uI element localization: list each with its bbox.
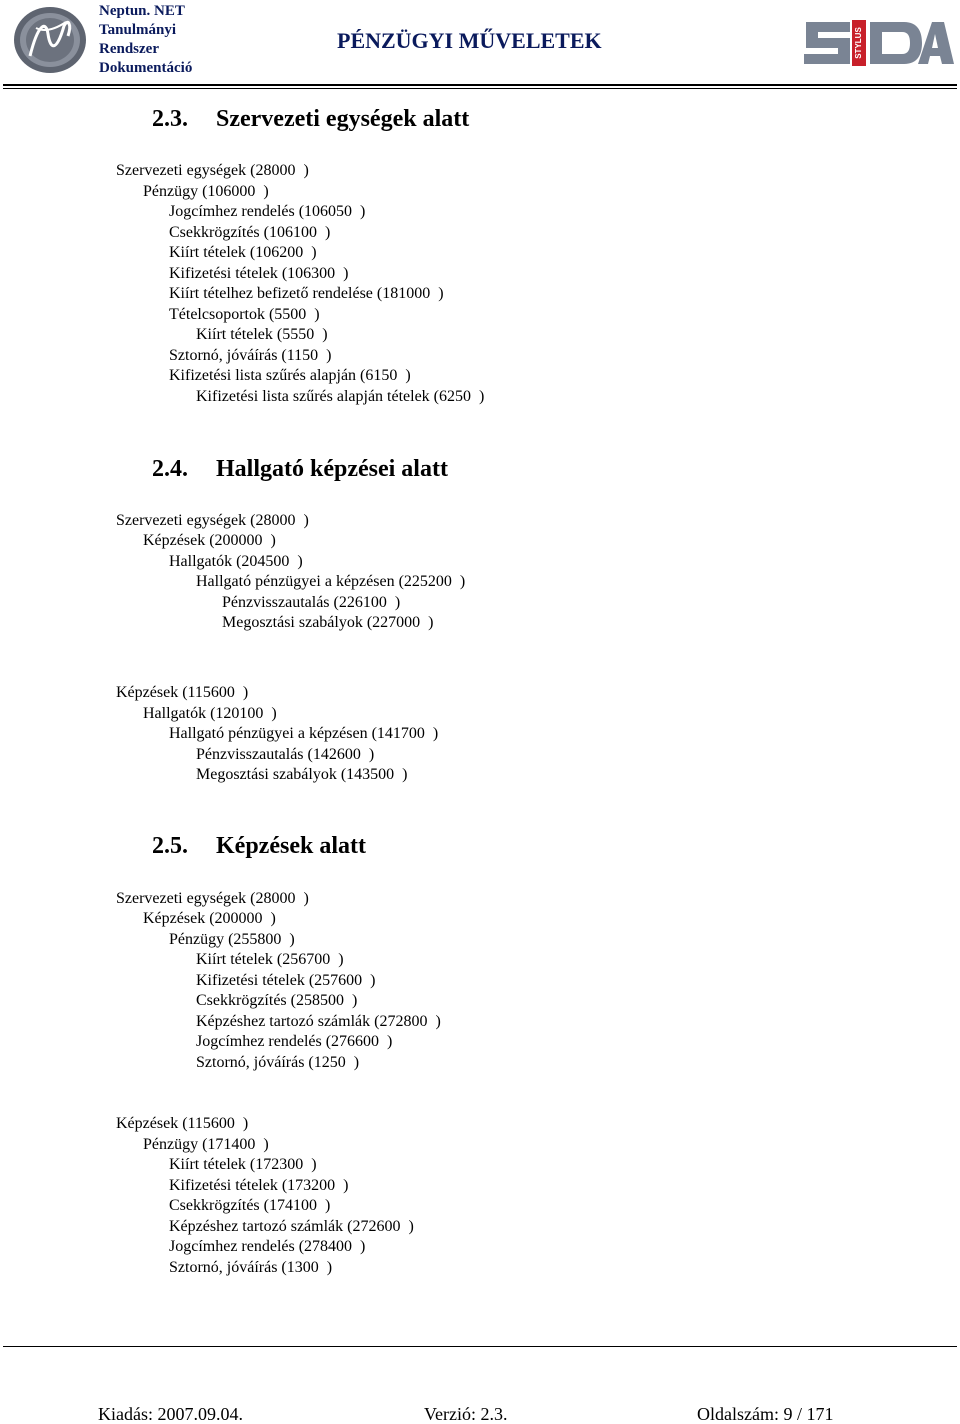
tree-item: Képzéshez tartozó számlák (272800 ) [196, 1013, 441, 1030]
tree-item: Megosztási szabályok (227000 ) [222, 614, 434, 631]
section-title: Hallgató képzései alatt [216, 456, 448, 482]
tree-item: Csekkrögzítés (106100 ) [169, 224, 331, 241]
section-number: 2.5. [152, 833, 188, 859]
tree-item: Pénzügy (171400 ) [143, 1136, 269, 1153]
section-number: 2.4. [152, 456, 188, 482]
header-line: Neptun. NET [99, 3, 185, 19]
tree-item: Jogcímhez rendelés (106050 ) [169, 203, 366, 220]
header-left-text [99, 2, 219, 78]
tree-item: Sztornó, jóváírás (1150 ) [169, 347, 332, 364]
tree-item: Szervezeti egységek (28000 ) [116, 512, 309, 529]
tree-item: Kiírt tételek (5550 ) [196, 326, 328, 343]
header-rule-thin [3, 88, 957, 89]
section-heading [152, 456, 448, 483]
signature-emblem-icon [10, 4, 90, 76]
tree-item: Sztornó, jóváírás (1250 ) [196, 1054, 360, 1071]
header-line: Rendszer [99, 41, 159, 57]
footer-rule [3, 1346, 957, 1347]
tree-item: Kiírt tételek (172300 ) [169, 1156, 317, 1173]
tree-item: Csekkrögzítés (174100 ) [169, 1197, 331, 1214]
tree-item: Kifizetési lista szűrés alapján (6150 ) [169, 367, 411, 384]
tree-item: Képzéshez tartozó számlák (272600 ) [169, 1218, 414, 1235]
tree-item: Hallgatók (120100 ) [143, 705, 277, 722]
tree-item: Kiírt tételek (106200 ) [169, 244, 317, 261]
section-title: Szervezeti egységek alatt [216, 106, 470, 132]
tree-item: Megosztási szabályok (143500 ) [196, 766, 408, 783]
tree-item: Pénzügy (255800 ) [169, 931, 295, 948]
tree-item: Kifizetési tételek (106300 ) [169, 265, 349, 282]
header-line: Dokumentáció [99, 60, 193, 76]
tree-item: Kifizetési tételek (257600 ) [196, 972, 376, 989]
tree-item: Képzések (200000 ) [143, 532, 276, 549]
tree-item: Jogcímhez rendelés (276600 ) [196, 1033, 393, 1050]
page-header [0, 0, 960, 86]
tree-item: Hallgató pénzügyei a képzésen (141700 ) [169, 725, 439, 742]
tree-item: Pénzvisszautalás (142600 ) [196, 746, 375, 763]
tree-item: Pénzvisszautalás (226100 ) [222, 594, 401, 611]
footer-edition: Kiadás: 2007.09.04. [98, 1404, 243, 1424]
tree-item: Sztornó, jóváírás (1300 ) [169, 1259, 333, 1276]
tree-item: Hallgatók (204500 ) [169, 553, 303, 570]
sda-stylus-logo-icon [800, 14, 954, 72]
tree-item: Kiírt tételek (256700 ) [196, 951, 344, 968]
tree-item: Kifizetési lista szűrés alapján tételek (6250 ) [196, 388, 485, 405]
tree-item: Szervezeti egységek (28000 ) [116, 162, 309, 179]
tree-item: Képzések (115600 ) [116, 1115, 249, 1132]
footer-version: Verzió: 2.3. [424, 1404, 508, 1424]
header-title: PÉNZÜGYI MŰVELETEK [337, 28, 602, 53]
logo-badge-text: STYLUS [854, 27, 864, 59]
header-line: Tanulmányi [99, 22, 176, 38]
tree-item: Szervezeti egységek (28000 ) [116, 890, 309, 907]
tree-item: Tételcsoportok (5500 ) [169, 306, 320, 323]
tree-item: Pénzügy (106000 ) [143, 183, 269, 200]
tree-item: Jogcímhez rendelés (278400 ) [169, 1238, 366, 1255]
header-rule [3, 84, 957, 86]
tree-item: Hallgató pénzügyei a képzésen (225200 ) [196, 573, 466, 590]
section-title: Képzések alatt [216, 833, 366, 859]
footer-page-number: Oldalszám: 9 / 171 [697, 1404, 834, 1424]
tree-item: Csekkrögzítés (258500 ) [196, 992, 358, 1009]
section-heading [152, 833, 366, 860]
tree-item: Kifizetési tételek (173200 ) [169, 1177, 349, 1194]
tree-item: Képzések (115600 ) [116, 684, 249, 701]
tree-item: Kiírt tételhez befizető rendelése (181000 ) [169, 285, 444, 302]
tree-item: Képzések (200000 ) [143, 910, 276, 927]
section-heading [152, 106, 469, 133]
section-number: 2.3. [152, 106, 188, 132]
